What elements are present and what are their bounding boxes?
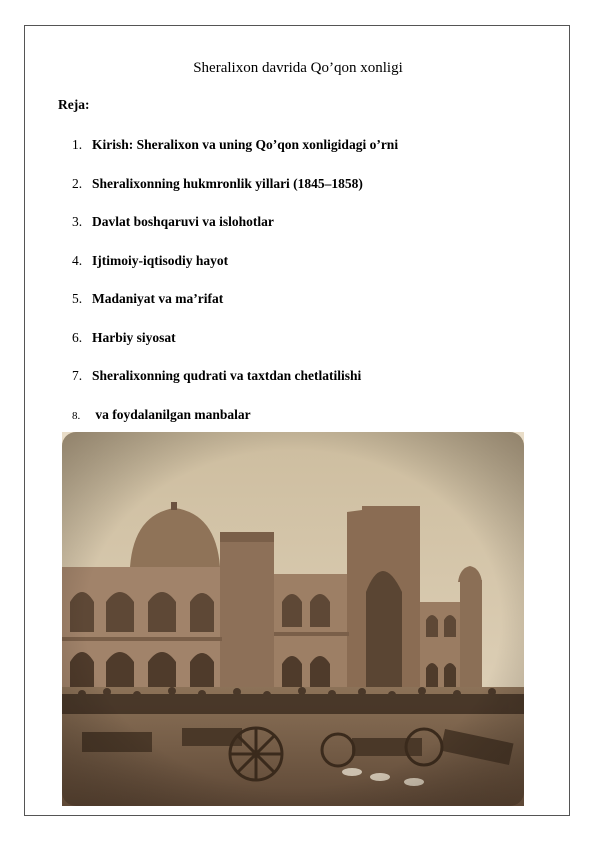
- historical-madrasa-photo: [62, 432, 524, 806]
- plan-item: [72, 176, 398, 215]
- plan-item: [72, 137, 398, 176]
- plan-item: [72, 214, 398, 253]
- plan-item-text: va foydalanilgan manbalar: [92, 406, 251, 422]
- plan-item-number: 4.: [72, 252, 83, 268]
- plan-item-number: 8.: [72, 409, 81, 422]
- document-title: Sheralixon davrida Qo’qon xonligi: [193, 60, 403, 76]
- plan-label: Reja:: [58, 97, 90, 112]
- plan-item-number: 6.: [72, 329, 83, 345]
- photo-illustration: [62, 432, 524, 806]
- plan-item-text: Harbiy siyosat: [92, 329, 176, 345]
- plan-item-number: 3.: [72, 214, 83, 229]
- plan-item-number: 7.: [72, 368, 83, 383]
- plan-item: [72, 253, 398, 292]
- plan-item-number: 1.: [72, 137, 83, 152]
- plan-item-text: Sheralixonning qudrati va taxtdan chetlatilishi: [92, 368, 362, 383]
- plan-item-text: Kirish: Sheralixon va uning Qo’qon xonligidagi o’rni: [92, 137, 399, 152]
- plan-item-number: 2.: [72, 175, 83, 191]
- plan-item-text: Davlat boshqaruvi va islohotlar: [92, 214, 274, 229]
- plan-item: [72, 330, 398, 369]
- plan-item: [72, 368, 398, 407]
- plan-item-text: Sheralixonning hukmronlik yillari (1845–1858): [92, 175, 363, 191]
- plan-list: [72, 137, 398, 445]
- plan-item-text: Madaniyat va ma’rifat: [92, 291, 224, 306]
- plan-item: [72, 291, 398, 330]
- plan-item-number: 5.: [72, 291, 83, 306]
- plan-item-text: Ijtimoiy-iqtisodiy hayot: [92, 252, 229, 268]
